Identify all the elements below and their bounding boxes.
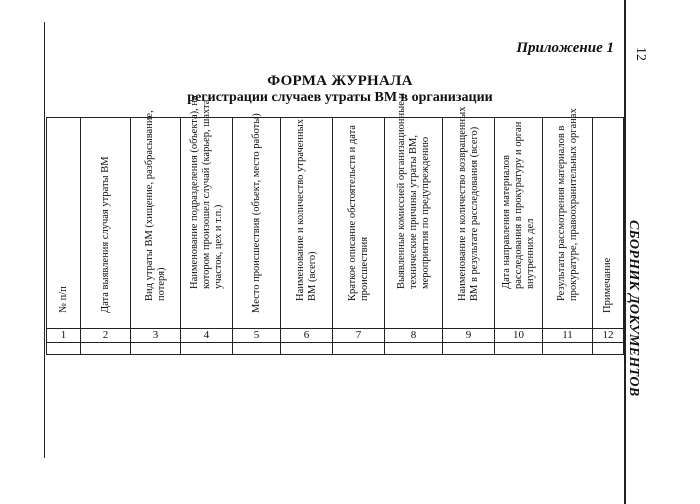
column-number: 7 <box>333 329 385 343</box>
column-number: 3 <box>131 329 181 343</box>
form-subtitle: регистрации случаев утраты ВМ в организации <box>187 90 493 105</box>
column-header: Наименование и количество утраченных ВМ (всего) <box>281 118 333 329</box>
column-number: 10 <box>495 329 543 343</box>
column-header: Выявленные комиссией организационные и технические причины утраты ВМ, мероприятия по предупреждению <box>385 118 443 329</box>
side-title: СБОРНИК ДОКУМЕНТОВ <box>626 220 641 397</box>
column-number: 11 <box>543 329 593 343</box>
column-header: Вид утраты ВМ (хищение, разбрасывание, потеря) <box>131 118 181 329</box>
column-number-row <box>47 329 624 343</box>
column-header: Наименование и количество возвращенных ВМ в результате расследования (всего) <box>443 118 495 329</box>
column-header: Место происшествия (объект, место работы) <box>233 118 281 329</box>
column-number: 9 <box>443 329 495 343</box>
column-header: № п/п <box>47 118 81 329</box>
left-margin-rule <box>44 22 45 458</box>
page-number: 12 <box>633 47 648 61</box>
table-row <box>47 343 624 355</box>
form-title: ФОРМА ЖУРНАЛА <box>267 73 413 89</box>
column-number: 4 <box>181 329 233 343</box>
column-number: 1 <box>47 329 81 343</box>
column-number: 6 <box>281 329 333 343</box>
column-header: Дата направления материалов расследования в прокуратуру и орган внутренних дел <box>495 118 543 329</box>
column-number: 5 <box>233 329 281 343</box>
column-header: Дата выявления случая утраты ВМ <box>81 118 131 329</box>
column-number: 8 <box>385 329 443 343</box>
appendix-label: Приложение 1 <box>516 40 614 56</box>
column-number: 2 <box>81 329 131 343</box>
column-header: Краткое описание обстоятельств и дата происшествия <box>333 118 385 329</box>
column-header: Наименование подразделения (объекта), на котором произошел случай (карьер, шахта, участок, цех и т.п.) <box>181 118 233 329</box>
column-header: Результаты рассмотрения материалов в прокуратуре, правоохранительных органах <box>543 118 593 329</box>
header-row <box>47 118 624 329</box>
column-number: 12 <box>593 329 624 343</box>
column-header: Примечание <box>593 118 624 329</box>
